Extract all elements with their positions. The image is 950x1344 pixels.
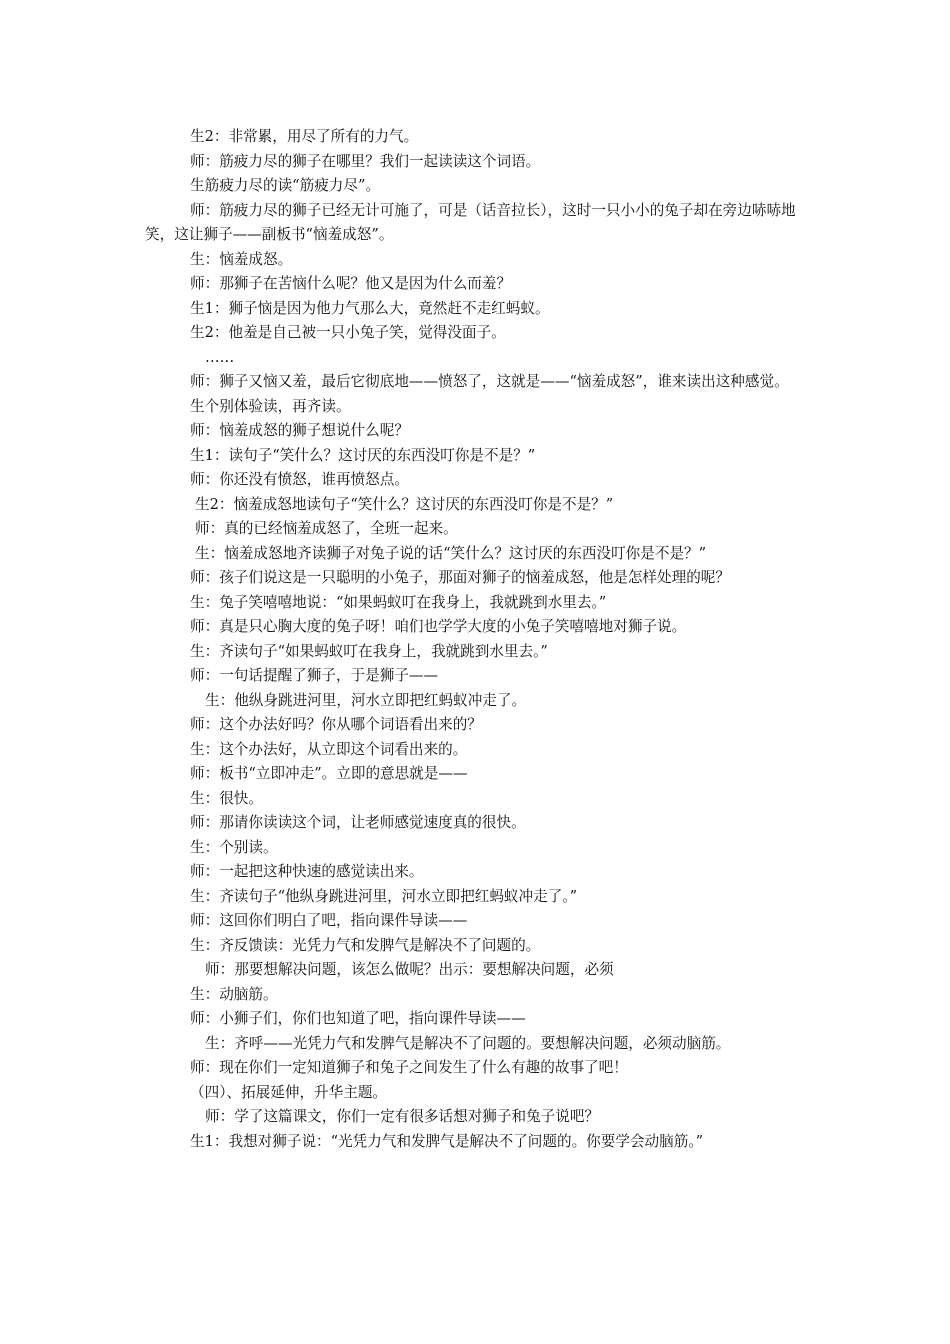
text-line: 生：齐读句子“他纵身跳进河里，河水立即把红蚂蚁冲走了。” — [190, 887, 578, 905]
text-line: 师：现在你们一定知道狮子和兔子之间发生了什么有趣的故事了吧！ — [190, 1059, 628, 1076]
text-line: 生1：狮子恼是因为他力气那么大，竟然赶不走红蚂蚁。 — [190, 299, 550, 317]
text-line: 师：你还没有愤怒，谁再愤怒点。 — [190, 471, 409, 488]
text-line: 生1：读句子“笑什么？这讨厌的东西没叮你是不是？” — [190, 446, 536, 464]
text-line: 生2：非常累，用尽了所有的力气。 — [190, 128, 419, 145]
text-line: 师：那请你读读这个词，让老师感觉速度真的很快。 — [190, 814, 526, 831]
text-line: 师：这回你们明白了吧，指向课件导读—— — [190, 912, 468, 929]
text-line: 师：板书“立即冲走”。立即的意思就是—— — [190, 765, 468, 782]
text-line: 生：很快。 — [190, 789, 263, 807]
text-line: 生：齐读句子“如果蚂蚁叮在我身上，我就跳到水里去。” — [190, 642, 548, 660]
text-line: 生：恼羞成怒地齐读狮子对兔子说的话“笑什么？这讨厌的东西没叮你是不是？” — [195, 544, 707, 562]
text-line: 师：真的已经恼羞成怒了，全班一起来。 — [195, 520, 458, 537]
text-line: 生：恼羞成怒。 — [190, 250, 293, 268]
text-line: 师：这个办法好吗？你从哪个词语看出来的？ — [190, 716, 482, 733]
text-line: 师：一句话提醒了狮子，于是狮子—— — [190, 667, 439, 684]
text-line: 师：小狮子们，你们也知道了吧，指向课件导读—— — [190, 1010, 526, 1027]
text-line: 生：齐反馈读：光凭力气和发脾气是解决不了问题的。 — [190, 936, 541, 954]
text-line: 师：真是只心胸大度的兔子呀！咱们也学学大度的小兔子笑嘻嘻地对狮子说。 — [190, 618, 687, 635]
text-line: 生筋疲力尽的读“筋疲力尽”。 — [190, 177, 381, 194]
text-line: 师：学了这篇课文，你们一定有很多话想对狮子和兔子说吧？ — [205, 1108, 600, 1125]
text-line: 生个别体验读，再齐读。 — [190, 397, 351, 415]
text-line: …… — [205, 348, 235, 366]
text-line: 生2：他羞是自己被一只小兔子笑，觉得没面子。 — [190, 324, 506, 341]
text-line: 生：兔子笑嘻嘻地说：“如果蚂蚁叮在我身上，我就跳到水里去。” — [190, 593, 607, 611]
text-line: 生1：我想对狮子说：“光凭力气和发脾气是解决不了问题的。你要学会动脑筋。” — [190, 1132, 704, 1150]
text-line: 生：个别读。 — [190, 838, 278, 856]
text-line: 师：一起把这种快速的感觉读出来。 — [190, 863, 424, 880]
text-line: 师：那要想解决问题，该怎么做呢？出示：要想解决问题，必须 — [205, 961, 614, 978]
text-paragraph: 师：筋疲力尽的狮子已经无计可施了，可是（话音拉长），这时一只小小的兔子却在旁边哧哧地笑，这让狮子——副板书“恼羞成怒”。 — [145, 201, 796, 243]
text-line: 生：动脑筋。 — [190, 985, 278, 1003]
text-line: 生2：恼羞成怒地读句子“笑什么？这讨厌的东西没叮你是不是？” — [195, 495, 614, 513]
text-paragraph: 师：狮子又恼又羞，最后它彻底地——愤怒了，这就是——“恼羞成怒”，谁来读出这种感觉。 — [190, 373, 789, 390]
section-heading: （四）、拓展延伸，升华主题。 — [190, 1083, 388, 1101]
text-line: 师：筋疲力尽的狮子在哪里？我们一起读读这个词语。 — [190, 152, 541, 170]
document-body — [145, 125, 820, 1154]
text-line: 生：齐呼——光凭力气和发脾气是解决不了问题的。要想解决问题，必须动脑筋。 — [205, 1034, 731, 1052]
text-line: 师：那狮子在苦恼什么呢？他又是因为什么而羞？ — [190, 275, 512, 292]
text-line: 师：恼羞成怒的狮子想说什么呢？ — [190, 422, 409, 439]
text-line: 生：他纵身跳进河里，河水立即把红蚂蚁冲走了。 — [205, 691, 527, 709]
text-line: 师：孩子们说这是一只聪明的小兔子，那面对狮子的恼羞成怒，他是怎样处理的呢？ — [190, 569, 730, 586]
text-line: 生：这个办法好，从立即这个词看出来的。 — [190, 740, 468, 758]
